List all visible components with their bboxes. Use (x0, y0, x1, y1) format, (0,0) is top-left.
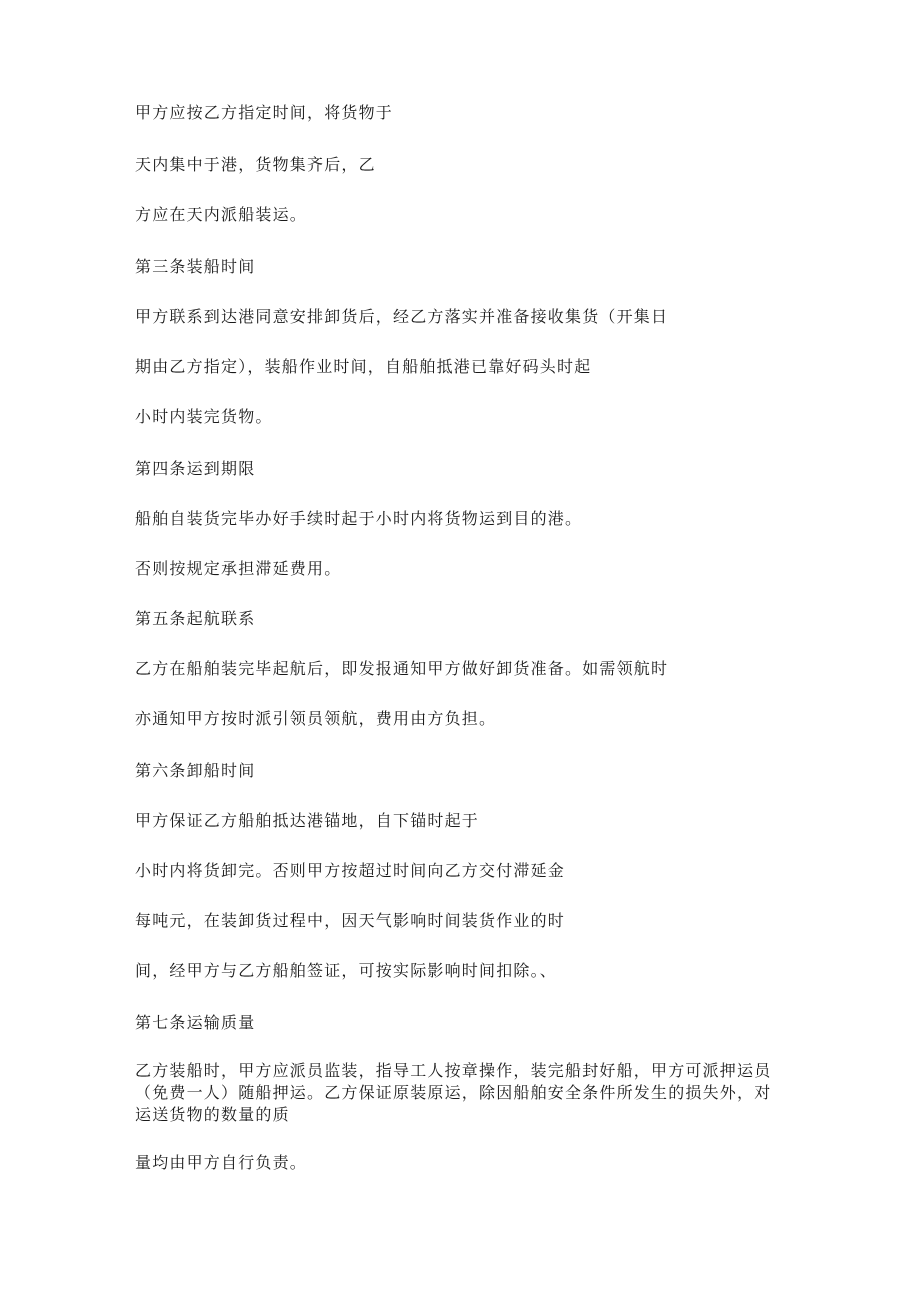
text-line: 小时内装完货物。 (135, 407, 273, 426)
text-line: 否则按规定承担滞延费用。 (135, 559, 342, 578)
text-line: 船舶自装货完毕办好手续时起于小时内将货物运到目的港。 (135, 509, 583, 528)
text-line: 小时内将货卸完。否则甲方按超过时间向乙方交付滞延金 (135, 861, 566, 880)
section-heading: 第四条运到期限 (135, 459, 256, 478)
section-heading: 第六条卸船时间 (135, 761, 256, 780)
text-line: 期由乙方指定），装船作业时间，自船舶抵港已靠好码头时起 (135, 357, 592, 376)
section-heading: 第七条运输质量 (135, 1013, 256, 1032)
text-line: 亦通知甲方按时派引领员领航，费用由方负担。 (135, 709, 497, 728)
text-line: 间，经甲方与乙方船舶签证，可按实际影响时间扣除。、 (135, 961, 558, 980)
text-line: 天内集中于港，货物集齐后，乙 (135, 155, 376, 174)
text-line: 量均由甲方自行负责。 (135, 1153, 308, 1172)
section-heading: 第五条起航联系 (135, 609, 256, 628)
text-line: 乙方在船舶装完毕起航后，即发报通知甲方做好卸货准备。如需领航时 (135, 659, 669, 678)
text-line: 甲方保证乙方船舶抵达港锚地，自下锚时起于 (135, 811, 480, 830)
text-line: 甲方应按乙方指定时间，将货物于 (135, 103, 394, 122)
section-heading: 第三条装船时间 (135, 257, 256, 276)
text-paragraph: 乙方装船时，甲方应派员监装，指导工人按章操作，装完船封好船，甲方可派押运员（免费一人）随船押运。乙方保证原装原运，除因船舶安全条件所发生的损失外，对运送货物的数量的质 (135, 1061, 772, 1124)
text-line: 方应在天内派船装运。 (135, 205, 308, 224)
text-line: 甲方联系到达港同意安排卸货后，经乙方落实并准备接收集货（开集日 (135, 307, 669, 326)
text-line: 每吨元，在装卸货过程中，因天气影响时间装货作业的时 (135, 911, 566, 930)
